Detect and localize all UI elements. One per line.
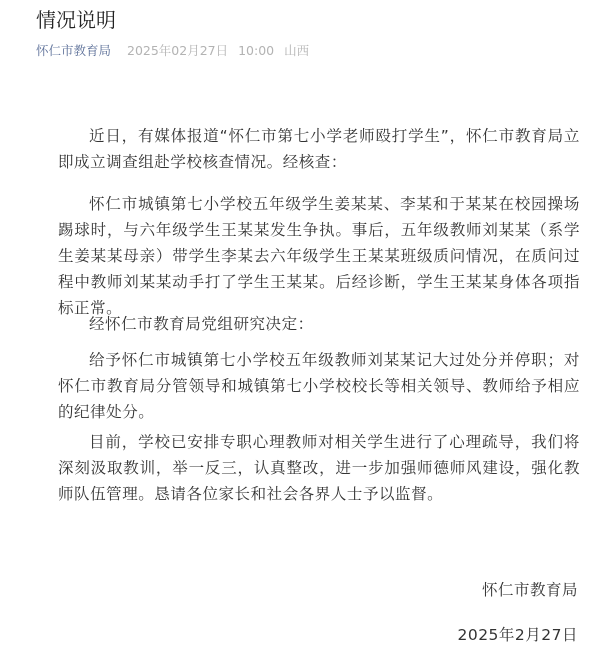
paragraph-followup: 目前，学校已安排专职心理教师对相关学生进行了心理疏导，我们将深刻汲取教训，举一反三，认真整改，进一步加强师德师风建设，强化教师队伍管理。恳请各位家长和社会各界人士予以监督。 [58, 433, 580, 503]
author-link[interactable]: 怀仁市教育局 [36, 43, 112, 58]
paragraph-findings: 怀仁市城镇第七小学校五年级学生姜某某、李某和于某某在校园操场踢球时，与六年级学生王某某发生争执。事后，五年级教师刘某某（系学生姜某某母亲）带学生李某去六年级学生王某某班级质问情况，在质问过程中教师刘某某动手打了学生王某某。后经诊断，学生王某某身体各项指标正常。 [58, 195, 580, 317]
paragraph-decision-heading: 经怀仁市教育局党组研究决定： [89, 315, 314, 333]
publish-region: 山西 [284, 43, 310, 58]
publish-time: 10:00 [238, 43, 275, 58]
paragraph-intro: 近日，有媒体报道“怀仁市第七小学老师殴打学生”，怀仁市教育局立即成立调查组赴学校核查情况。经核查： [58, 127, 580, 171]
article-meta [36, 42, 309, 60]
article-title: 情况说明 [36, 8, 116, 32]
signature-date: 2025年2月27日 [457, 626, 578, 644]
paragraph-decision: 给予怀仁市城镇第七小学校五年级教师刘某某记大过处分并停职；对怀仁市教育局分管领导和城镇第七小学校校长等相关领导、教师给予相应的纪律处分。 [58, 351, 580, 421]
signature-issuer: 怀仁市教育局 [481, 581, 578, 599]
publish-date: 2025年02月27日 [127, 43, 229, 58]
